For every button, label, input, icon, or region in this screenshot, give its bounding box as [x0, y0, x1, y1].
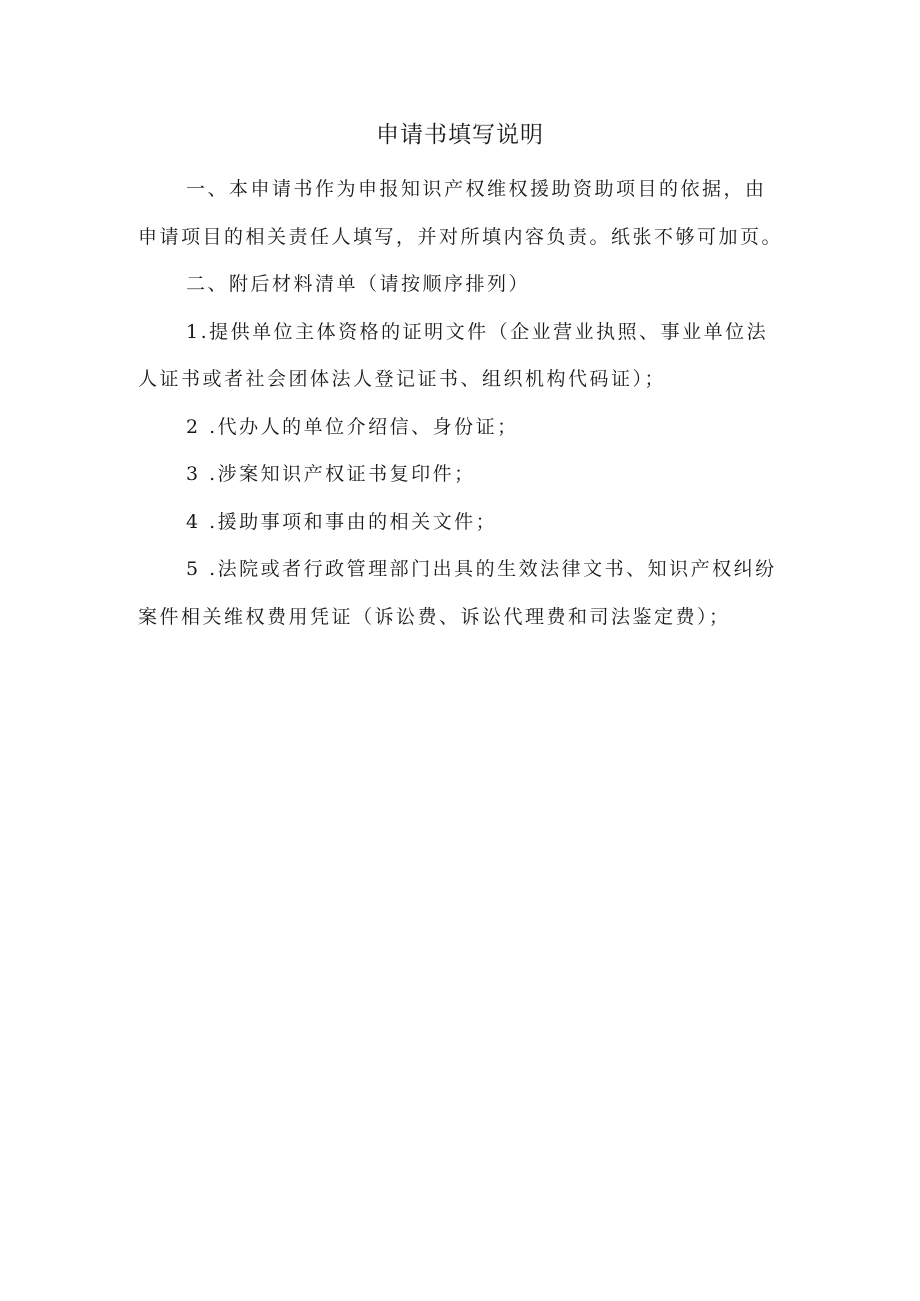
list-item-1-line-2: 人证书或者社会团体法人登记证书、组织机构代码证）； [138, 368, 667, 390]
section-2-heading [138, 261, 848, 309]
list-item [138, 546, 848, 641]
list-item [138, 404, 848, 452]
list-item-5-line-1: 5 .法院或者行政管理部门出具的生效法律文书、知识产权纠纷 [186, 558, 777, 580]
section-1-line-2: 申请项目的相关责任人填写，并对所填内容负责。纸张不够可加页。 [138, 225, 784, 248]
section-2-heading-text: 二、附后材料清单（请按顺序排列） [186, 273, 531, 295]
list-item [138, 309, 848, 404]
list-item [138, 499, 848, 547]
list-item-5-line-2: 案件相关维权费用凭证（诉讼费、诉讼代理费和司法鉴定费）； [138, 605, 731, 628]
page-title: 申请书填写说明 [376, 122, 544, 148]
list-item-2-line-1: 2 .代办人的单位介绍信、身份证； [186, 415, 519, 438]
list-item-4-line-1: 4 .援助事项和事由的相关文件； [186, 510, 498, 533]
section-1-line-1: 一、本申请书作为申报知识产权维权援助资助项目的依据，由 [186, 178, 767, 200]
list-item-1-line-1: 1.提供单位主体资格的证明文件（企业营业执照、事业单位法 [186, 320, 769, 343]
materials-list [138, 309, 848, 642]
section-1-paragraph [138, 166, 848, 261]
list-item-3-line-1: 3 .涉案知识产权证书复印件； [186, 463, 476, 485]
list-item [138, 451, 848, 499]
document-body [138, 166, 848, 641]
